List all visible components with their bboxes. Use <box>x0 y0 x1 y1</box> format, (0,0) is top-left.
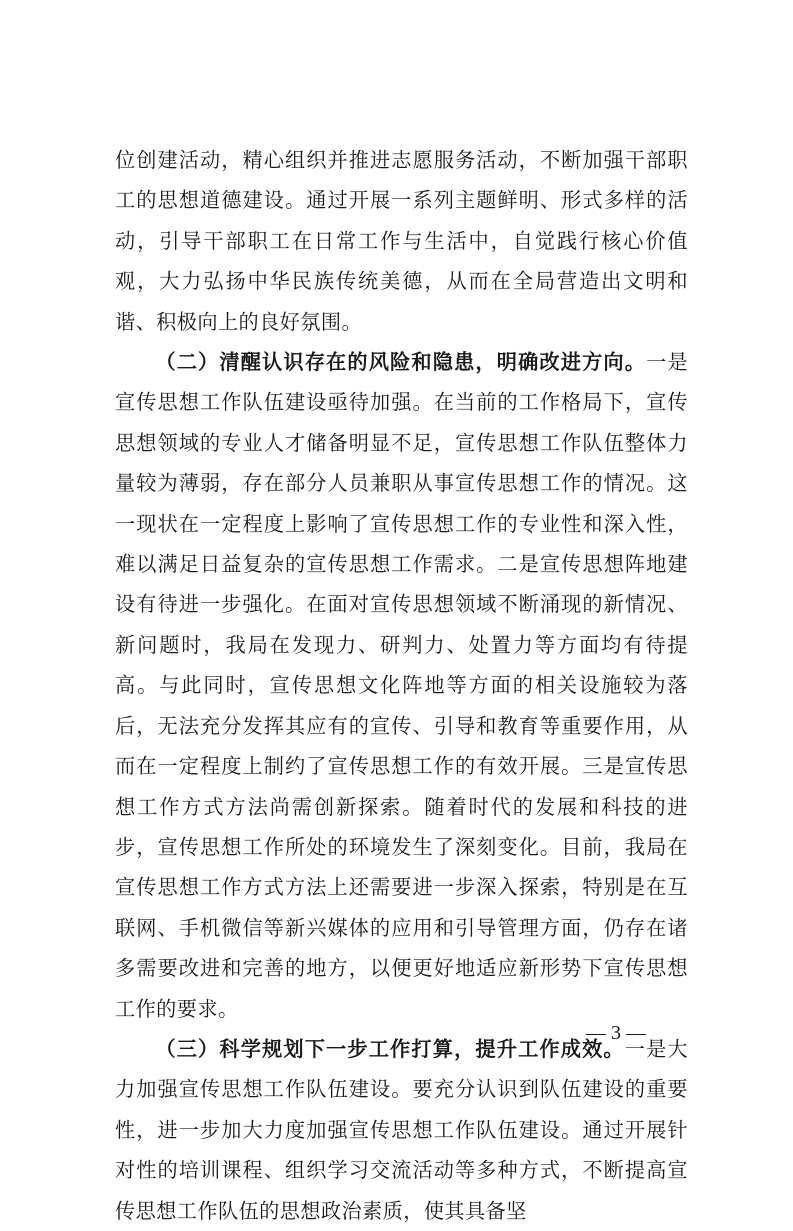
paragraph-text: 位创建活动，精心组织并推进志愿服务活动，不断加强干部职工的思想道德建设。通过开展一系列主题鲜明、形式多样的活动，引导干部职工在日常工作与生活中，自觉践行核心价值观，大力弘扬中华民族传统美德，从而在全局营造出文明和谐、积极向上的良好氛围。 <box>115 148 688 334</box>
paragraph-continued <box>115 140 688 342</box>
document-body <box>115 140 688 1231</box>
paragraph-text: 一是宣传思想工作队伍建设亟待加强。在当前的工作格局下，宣传思想领域的专业人才储备明显不足，宣传思想工作队伍整体力量较为薄弱，存在部分人员兼职从事宣传思想工作的情况。这一现状在一定程度上影响了宣传思想工作的专业性和深入性，难以满足日益复杂的宣传思想工作需求。二是宣传思想阵地建设有待进一步强化。在面对宣传思想领域不断涌现的新情况、新问题时，我局在发现力、研判力、处置力等方面均有待提高。与此同时，宣传思想文化阵地等方面的相关设施较为落后，无法充分发挥其应有的宣传、引导和教育等重要作用，从而在一定程度上制约了宣传思想工作的有效开展。三是宣传思想工作方式方法尚需创新探索。随着时代的发展和科技的进步，宣传思想工作所处的环境发生了深刻变化。目前，我局在宣传思想工作方式方法上还需要进一步深入探索，特别是在互联网、手机微信等新兴媒体的应用和引导管理方面，仍存在诸多需要改进和完善的地方，以便更好地适应新形势下宣传思想工作的要求。 <box>115 350 688 1021</box>
section-heading-three: （三）科学规划下一步工作打算，提升工作成效。 <box>155 1036 625 1061</box>
paragraph-section-two <box>115 342 688 1029</box>
paragraph-section-three <box>115 1029 688 1231</box>
page-number: — 3 — <box>586 1022 646 1044</box>
section-heading-two: （二）清醒认识存在的风险和隐患，明确改进方向。 <box>155 350 647 375</box>
paragraph-text: 一是大力加强宣传思想工作队伍建设。要充分认识到队伍建设的重要性，进一步加大力度加强宣传思想工作队伍建设。通过开展针对性的培训课程、组织学习交流活动等多种方式，不断提高宣传思想工作队伍的思想政治素质，使其具备坚 <box>115 1036 688 1223</box>
